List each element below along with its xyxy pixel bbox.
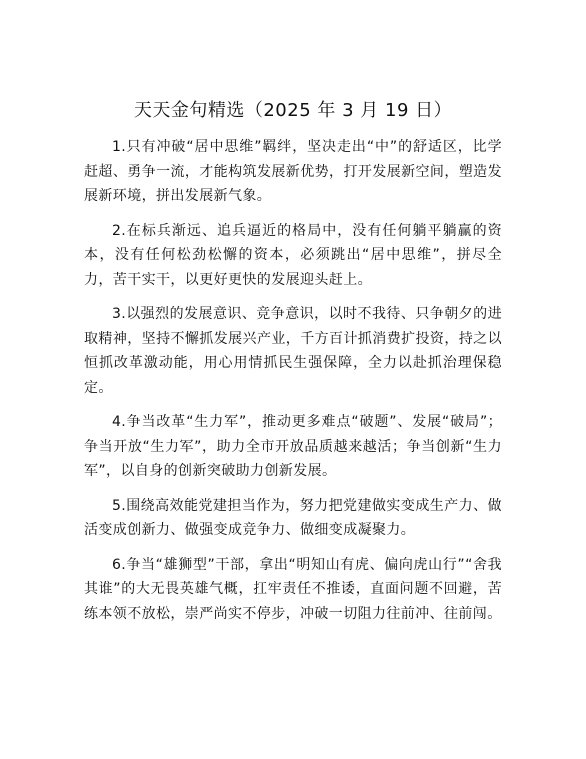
paragraph-2: 2.在标兵渐远、追兵逼近的格局中，没有任何躺平躺赢的资本，没有任何松劲松懈的资本，必须跳出“居中思维”，拼尽全力，苦干实干，以更好更快的发展迎头赶上。 bbox=[84, 222, 502, 288]
paragraph-6: 6.争当“雄狮型”干部，拿出“明知山有虎、偏向虎山行”“舍我其谁”的大无畏英雄气概，扛牢责任不推诿，直面问题不回避，苦练本领不放松，崇严尚实不停步，冲破一切阻力往前冲、往前闯。 bbox=[84, 556, 502, 622]
paragraph-3: 3.以强烈的发展意识、竞争意识，以时不我待、只争朝夕的进取精神，坚持不懈抓发展兴产业，千方百计抓消费扩投资，持之以恒抓改革激动能，用心用情抓民生强保障，全力以赴抓治理保稳定。 bbox=[84, 306, 502, 396]
paragraph-4: 4.争当改革“生力军”，推动更多难点“破题”、发展“破局”；争当开放“生力军”，助力全市开放品质越来越活；争当创新“生力军”，以自身的创新突破助力创新发展。 bbox=[84, 414, 502, 479]
paragraph-1: 1.只有冲破“居中思维”羁绊，坚决走出“中”的舒适区，比学赶超、勇争一流，才能构筑发展新优势，打开发展新空间，塑造发展新环境，拼出发展新气象。 bbox=[84, 139, 502, 204]
document-title: 天天金句精选（2025 年 3 月 19 日） bbox=[133, 100, 453, 121]
paragraph-5: 5.围绕高效能党建担当作为，努力把党建做实变成生产力、做活变成创新力、做强变成竞争力、做细变成凝聚力。 bbox=[84, 497, 502, 538]
